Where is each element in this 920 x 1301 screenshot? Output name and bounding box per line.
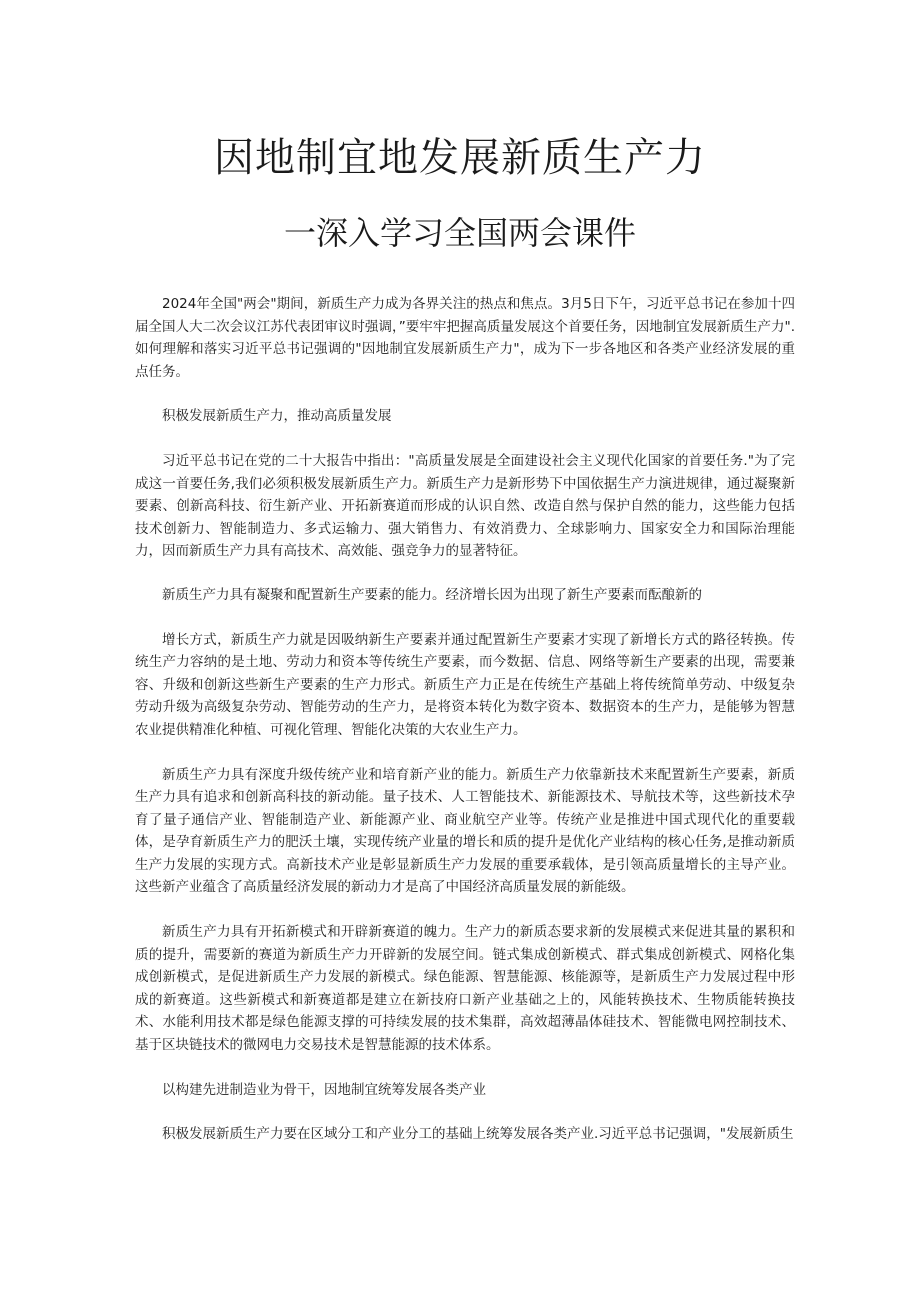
paragraph: 习近平总书记在党的二十大报告中指出："高质量发展是全面建设社会主义现代化国家的首要任务."为了完成这一首要任务,我们必须积极发展新质生产力。新质生产力是新形势下中国依据生产力演进规律，通过凝聚新要素、创新高科技、衍生新产业、开拓新赛道而形成的认识自然、改造自然与保护自然的能力，这些能力包括技术创新力、智能制造力、多式运输力、强大销售力、有效消费力、全球影响力、国家安全力和国际治理能力，因而新质生产力具有高技术、高效能、强竞争力的显著特征。 — [135, 452, 795, 560]
paragraph-intro: 2024年全国"两会"期间，新质生产力成为各界关注的热点和焦点。3月5日下午，习近平总书记在参加十四届全国人大二次会议江苏代表团审议时强调，”要牢牢把握高质量发展这个首要任务，因地制宜发展新质生产力".如何理解和落实习近平总书记强调的"因地制宜发展新质生产力"，成为下一步各地区和各类产业经济发展的重点任务。 — [135, 296, 795, 380]
document-body — [135, 293, 795, 1146]
paragraph: 积极发展新质生产力要在区域分工和产业分工的基础上统筹发展各类产业.习近平总书记强调，"发展新质生 — [162, 1126, 794, 1143]
section-heading: 以构建先进制造业为骨干，因地制宜统筹发展各类产业 — [162, 1081, 486, 1098]
paragraph: 新质生产力具有开拓新模式和开辟新赛道的魄力。生产力的新质态要求新的发展模式来促进其量的累积和质的提升，需要新的赛道为新质生产力开辟新的发展空间。链式集成创新模式、群式集成创新模式、网格化集成创新模式，是促进新质生产力发展的新模式。绿色能源、智慧能源、核能源等，是新质生产力发展过程中形成的新赛道。这些新模式和新赛道都是建立在新技府口新产业基础之上的，风能转换技术、生物质能转换技术、水能利用技术都是绿色能源支撑的可持续发展的技术集群，高效超薄晶体硅技术、智能微电网控制技术、基于区块链技术的微网电力交易技术是智慧能源的技术体系。 — [135, 924, 795, 1054]
paragraph: 新质生产力具有深度升级传统产业和培育新产业的能力。新质生产力依靠新技术来配置新生产要素，新质生产力具有追求和创新高科技的新动能。量子技术、人工智能技术、新能源技术、导航技术等，这些新技术孕育了量子通信产业、智能制造产业、新能源产业、商业航空产业等。传统产业是推进中国式现代化的重要载体，是孕育新质生产力的肥沃土壤，实现传统产业量的增长和质的提升是优化产业结构的核心任务,是推动新质生产力发展的实现方式。高新技术产业是彰显新质生产力发展的重要承载体，是引领高质量增长的主导产业。这些新产业蕴含了高质量经济发展的新动力才是高了中国经济高质量发展的新能级。 — [135, 766, 795, 896]
paragraph: 新质生产力具有凝聚和配置新生产要素的能力。经济增长因为出现了新生产要素而酝酿新的 — [162, 586, 702, 603]
section-heading: 积极发展新质生产力，推动高质量发展 — [162, 408, 392, 425]
paragraph: 增长方式，新质生产力就是因吸纳新生产要素并通过配置新生产要素才实现了新增长方式的路径转换。传统生产力容纳的是土地、劳动力和资本等传统生产要素，而今数据、信息、网络等新生产要素的出现，需要兼容、升级和创新这些新生产要素的生产力形式。新质生产力正是在传统生产基础上将传统简单劳动、中级复杂劳动升级为高级复杂劳动、智能劳动的生产力，是将资本转化为数字资本、数据资本的生产力，是能够为智慧农业提供精准化种植、可视化管理、智能化决策的大农业生产力。 — [135, 631, 795, 738]
document-subtitle: 一深入学习全国两会课件 — [283, 214, 636, 252]
document-title: 因地制宜地发展新质生产力 — [214, 135, 706, 181]
